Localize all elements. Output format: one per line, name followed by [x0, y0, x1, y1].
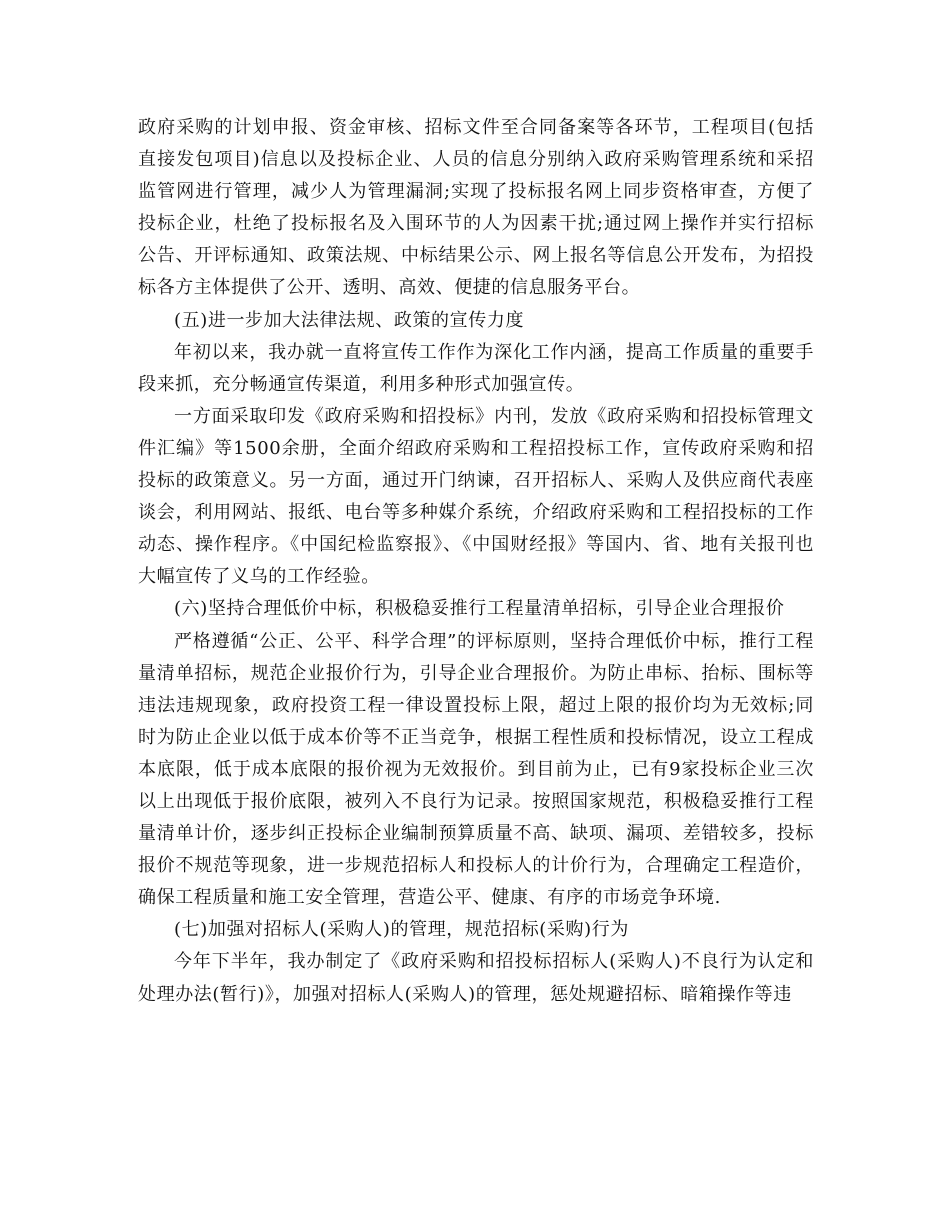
section-heading: (五)进一步加大法律法规、政策的宣传力度 [174, 309, 525, 331]
paragraph-body: 今年下半年，我办制定了《政府采购和招投标招标人(采购人)不良行为认定和处理办法(暂行)》，加强对招标人(采购人)的管理，惩处规避招标、暗箱操作等违 [138, 951, 814, 1005]
paragraph-body: 一方面采取印发《政府采购和招投标》内刊，发放《政府采购和招投标管理文件汇编》等1500余册，全面介绍政府采购和工程招投标工作，宣传政府采购和招投标的政策意义。另一方面，通过开门纳谏，召开招标人、采购人及供应商代表座谈会，利用网站、报纸、电台等多种媒介系统，介绍政府采购和工程招投标的工作动态、操作程序。《中国纪检监察报》、《中国财经报》等国内、省、地有关报刊也大幅宣传了义乌的工作经验。 [138, 405, 814, 588]
paragraph-body: 政府采购的计划申报、资金审核、招标文件至合同备案等各环节，工程项目(包括直接发包项目)信息以及投标企业、人员的信息分别纳入政府采购管理系统和采招监管网进行管理，减少人为管理漏洞;实现了投标报名网上同步资格审查，方便了投标企业，杜绝了投标报名及入围环节的人为因素干扰;通过网上操作并实行招标公告、开评标通知、政策法规、中标结果公示、网上报名等信息公开发布，为招投标各方主体提供了公开、透明、高效、便捷的信息服务平台。 [138, 117, 814, 299]
paragraph-body: 年初以来，我办就一直将宣传工作作为深化工作内涵，提高工作质量的重要手段来抓，充分畅通宣传渠道，利用多种形式加强宣传。 [138, 341, 814, 395]
section-heading: (七)加强对招标人(采购人)的管理，规范招标(采购)行为 [174, 919, 629, 941]
paragraph-body: 严格遵循“公正、公平、科学合理”的评标原则，坚持合理低价中标，推行工程量清单招标，规范企业报价行为，引导企业合理报价。为防止串标、抬标、围标等违法违规现象，政府投资工程一律设置投标上限，超过上限的报价均为无效标;同时为防止企业以低于成本价等不正当竞争，根据工程性质和投标情况，设立工程成本底限，低于成本底限的报价视为无效报价。到目前为止，已有9家投标企业三次以上出现低于报价底限，被列入不良行为记录。按照国家规范，积极稳妥推行工程量清单计价，逐步纠正投标企业编制预算质量不高、缺项、漏项、差错较多，投标报价不规范等现象，进一步规范招标人和投标人的计价行为，合理确定工程造价，确保工程质量和施工安全管理，营造公平、健康、有序的市场竞争环境. [138, 630, 814, 909]
section-heading: (六)坚持合理低价中标，积极稳妥推行工程量清单招标，引导企业合理报价 [174, 598, 785, 620]
document-page [138, 112, 814, 1011]
